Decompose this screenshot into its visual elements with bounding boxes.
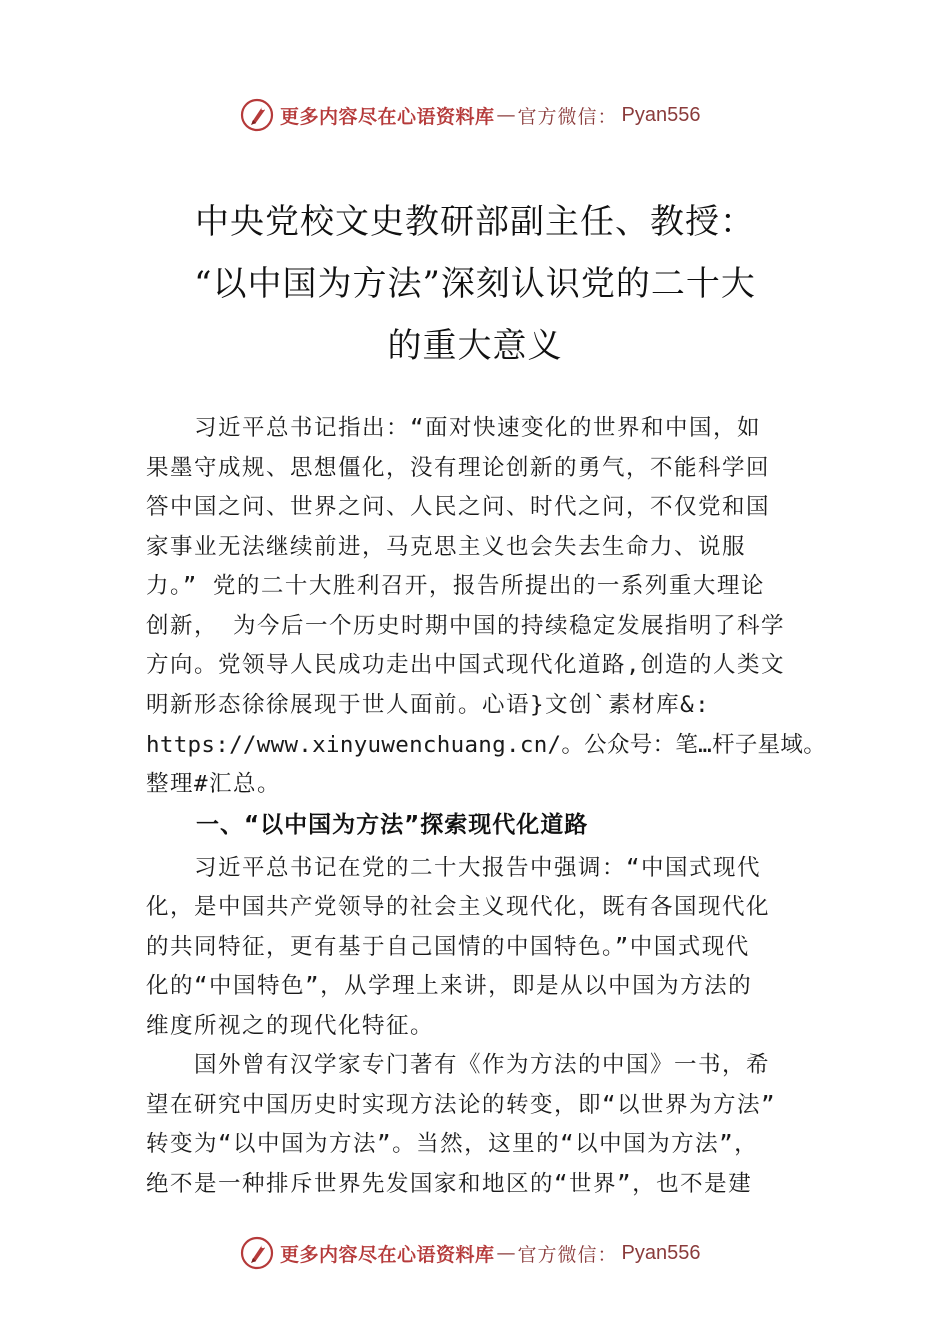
paragraph-1-line: 创新， 为今后一个历史时期中国的持续稳定发展指明了科学: [146, 613, 786, 639]
paragraph-1-line: 力。” 党的二十大胜利召开，报告所提出的一系列重大理论: [146, 573, 765, 599]
banner-text: 更多内容尽在心语资料库: [280, 105, 495, 128]
document-title-line-1: 中央党校文史教研部副主任、教授：: [195, 202, 755, 242]
fountain-pen-logo-icon: [240, 98, 274, 132]
footer-banner-separator: —: [496, 1242, 516, 1264]
paragraph-1-url-line: https://www.xinyuwenchuang.cn/。公众号：笔…杆子星域。: [146, 732, 827, 758]
paragraph-3-line: 转变为“以中国为方法”。当然，这里的“以中国为方法”，: [146, 1131, 759, 1157]
paragraph-2-line: 的共同特征，更有基于自己国情的中国特色。”中国式现代: [146, 934, 750, 960]
paragraph-3-line: 绝不是一种排斥世界先发国家和地区的“世界”，也不是建: [146, 1171, 753, 1197]
footer-banner: [240, 1233, 760, 1273]
paragraph-1-line: 习近平总书记指出：“面对快速变化的世界和中国，如: [146, 415, 762, 441]
banner-wechat-label: 官方微信：: [517, 105, 618, 128]
footer-banner-text: 更多内容尽在心语资料库: [280, 1243, 495, 1266]
paragraph-2-line: 维度所视之的现代化特征。: [146, 1013, 435, 1039]
footer-banner-wechat-id: Pyan556: [621, 1241, 701, 1264]
paragraph-1-line: 明新形态徐徐展现于世人面前。心语}文创`素材库&:: [146, 692, 711, 718]
paragraph-1-line: 家事业无法继续前进，马克思主义也会失去生命力、说服: [146, 534, 747, 560]
footer-banner-wechat-label: 官方微信：: [517, 1243, 618, 1266]
fountain-pen-logo-icon: [240, 1236, 274, 1270]
paragraph-2-line: 习近平总书记在党的二十大报告中强调：“中国式现代: [146, 855, 762, 881]
paragraph-1-line: 整理#汇总。: [146, 771, 282, 797]
banner-wechat-id: Pyan556: [621, 103, 701, 126]
paragraph-1-line: 果墨守成规、思想僵化，没有理论创新的勇气，不能科学回: [146, 455, 771, 481]
document-title-line-3: 的重大意义: [387, 326, 563, 366]
paragraph-3-line: 望在研究中国历史时实现方法论的转变，即“以世界为方法”: [146, 1092, 777, 1118]
paragraph-2-line: 化的“中国特色”，从学理上来讲，即是从以中国为方法的: [146, 973, 753, 999]
paragraph-1-line: 答中国之问、世界之问、人民之问、时代之问，不仅党和国: [146, 494, 771, 520]
banner-separator: —: [496, 104, 516, 126]
header-banner: [240, 95, 760, 135]
section-heading-1: 一、“以中国为方法”探索现代化道路: [196, 812, 589, 838]
document-title-line-2: “以中国为方法”深刻认识党的二十大: [194, 264, 756, 304]
paragraph-2-line: 化，是中国共产党领导的社会主义现代化，既有各国现代化: [146, 894, 771, 920]
paragraph-3-line: 国外曾有汉学家专门著有《作为方法的中国》一书，希: [146, 1052, 771, 1078]
paragraph-1-line: 方向。党领导人民成功走出中国式现代化道路,创造的人类文: [146, 652, 786, 678]
